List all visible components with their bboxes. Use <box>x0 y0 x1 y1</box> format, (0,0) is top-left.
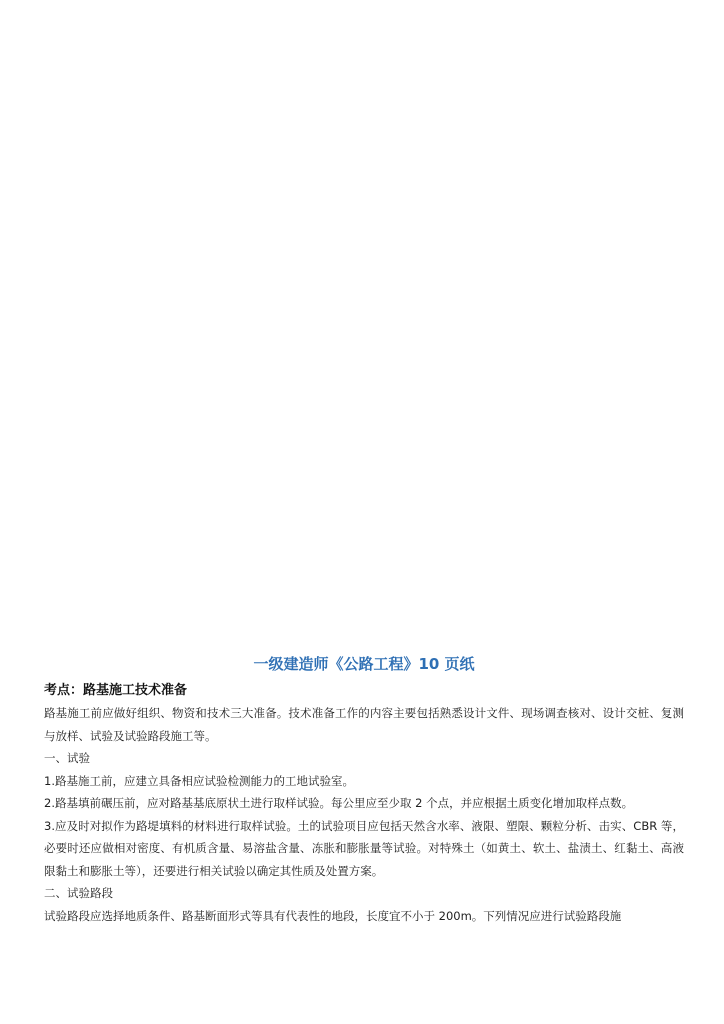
section1-item-2: 2.路基填前碾压前，应对路基基底原状土进行取样试验。每公里应至少取 2 个点，并应根据土质变化增加取样点数。 <box>44 796 634 810</box>
section1-heading: 一、试验 <box>44 751 90 765</box>
section1-item-3: 3.应及时对拟作为路堤填料的材料进行取样试验。土的试验项目应包括天然含水率、液限、塑限、颗粒分析、击实、CBR 等，必要时还应做相对密度、有机质含量、易溶盐含量、冻胀和膨胀量等试验。对特殊土（如黄土、软土、盐渍土、红黏土、高液限黏土和膨胀土等），还要进行相关试验以确定其性质及处置方案。 <box>44 818 684 878</box>
topic-heading: 考点：路基施工技术准备 <box>44 683 188 698</box>
document-content <box>44 652 684 927</box>
section2-paragraph: 试验路段应选择地质条件、路基断面形式等具有代表性的地段，长度宜不小于 200m。下列情况应进行试验路段施 <box>44 908 622 923</box>
section1-item-1: 1.路基施工前，应建立具备相应试验检测能力的工地试验室。 <box>44 773 354 788</box>
section2-heading: 二、试验路段 <box>44 886 113 900</box>
document-title: 一级建造师《公路工程》10 页纸 <box>253 655 475 673</box>
intro-paragraph: 路基施工前应做好组织、物资和技术三大准备。技术准备工作的内容主要包括熟悉设计文件、现场调查核对、设计交桩、复测与放样、试验及试验路段施工等。 <box>44 706 684 743</box>
